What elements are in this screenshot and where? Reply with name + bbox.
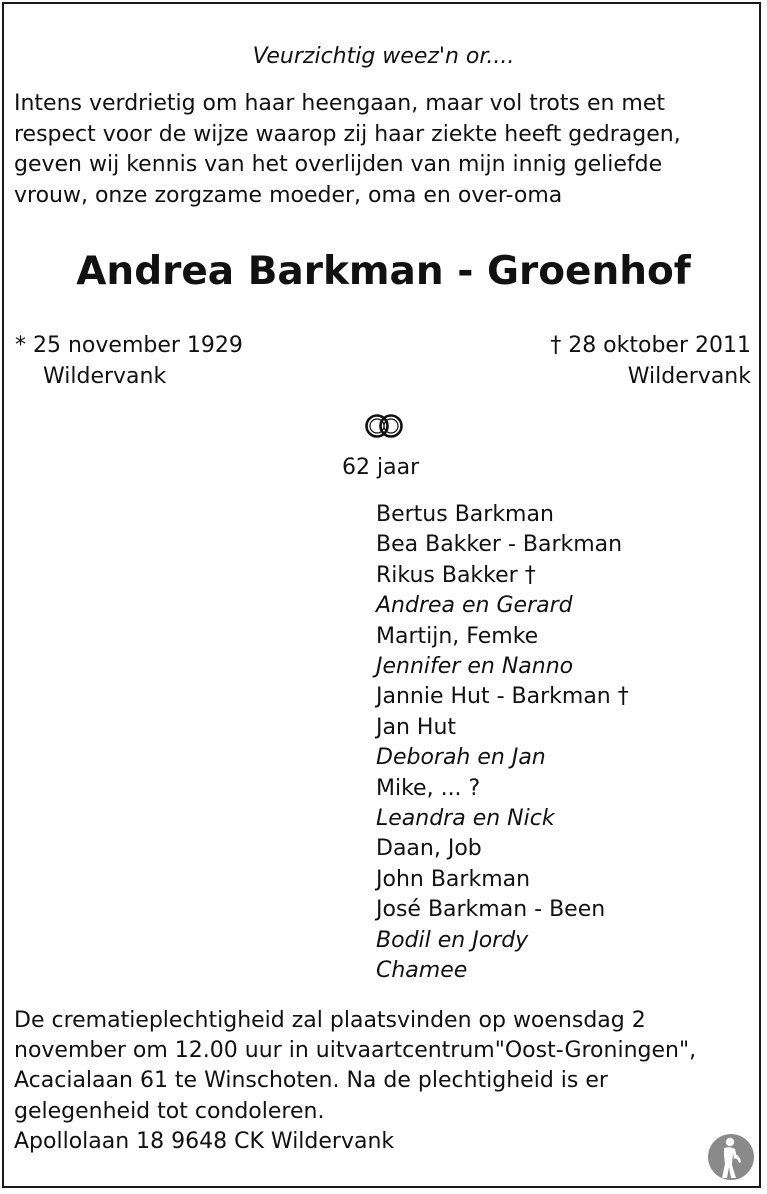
- family-member: Jannie Hut - Barkman †: [376, 684, 629, 710]
- death-place: Wildervank: [627, 363, 751, 389]
- birth-info: [15, 331, 243, 392]
- family-member: Bea Bakker - Barkman: [376, 532, 623, 558]
- family-member: Mike, ... ?: [376, 775, 481, 801]
- intro-line: vrouw, onze zorgzame moeder, oma en over-oma: [14, 182, 563, 208]
- married-years: 62 jaar: [342, 455, 420, 480]
- closing-line: gelegenheid tot condoleren.: [14, 1098, 325, 1124]
- intro-line: geven wij kennis van het overlijden van mijn innig geliefde: [14, 152, 663, 177]
- intro-line: respect voor de wijze waarop zij haar ziekte heeft gedragen,: [14, 121, 681, 147]
- family-member: Martijn, Femke: [376, 623, 539, 649]
- family-member: Andrea en Gerard: [376, 593, 573, 619]
- birth-date: * 25 november 1929: [15, 333, 243, 358]
- closing-line: november om 12.00 uur in uitvaartcentrum"Oost-Groningen",: [14, 1038, 697, 1064]
- intro-line: Intens verdrietig om haar heengaan, maar vol trots en met: [14, 91, 666, 116]
- family-member: Deborah en Jan: [376, 745, 546, 771]
- closing-text: [14, 1006, 759, 1157]
- family-member: Bodil en Jordy: [376, 927, 529, 953]
- intro-text: [14, 89, 759, 211]
- family-member: John Barkman: [376, 866, 531, 892]
- death-info: [550, 331, 751, 392]
- funeral-home-logo-icon: [706, 1132, 756, 1182]
- family-member: Rikus Bakker †: [376, 562, 536, 588]
- family-member: Bertus Barkman: [376, 502, 554, 527]
- family-member: Jennifer en Nanno: [376, 654, 574, 680]
- family-member: Daan, Job: [376, 836, 482, 862]
- wedding-rings-icon: [361, 411, 407, 441]
- address-line: Apollolaan 18 9648 CK Wildervank: [14, 1128, 395, 1154]
- family-member: Leandra en Nick: [376, 806, 555, 832]
- death-date: † 28 oktober 2011: [550, 333, 751, 358]
- closing-line: Acacialaan 61 te Winschoten. Na de plechtigheid is er: [14, 1068, 608, 1094]
- motto: Veurzichtig weez'n or....: [252, 44, 515, 69]
- deceased-name: Andrea Barkman - Groenhof: [76, 249, 691, 294]
- family-member: Jan Hut: [376, 714, 457, 740]
- family-member: Chamee: [376, 958, 468, 984]
- closing-line: De crematieplechtigheid zal plaatsvinden op woensdag 2: [14, 1008, 646, 1033]
- family-list: [376, 500, 629, 987]
- birth-place: Wildervank: [43, 363, 167, 389]
- family-member: José Barkman - Been: [376, 897, 606, 923]
